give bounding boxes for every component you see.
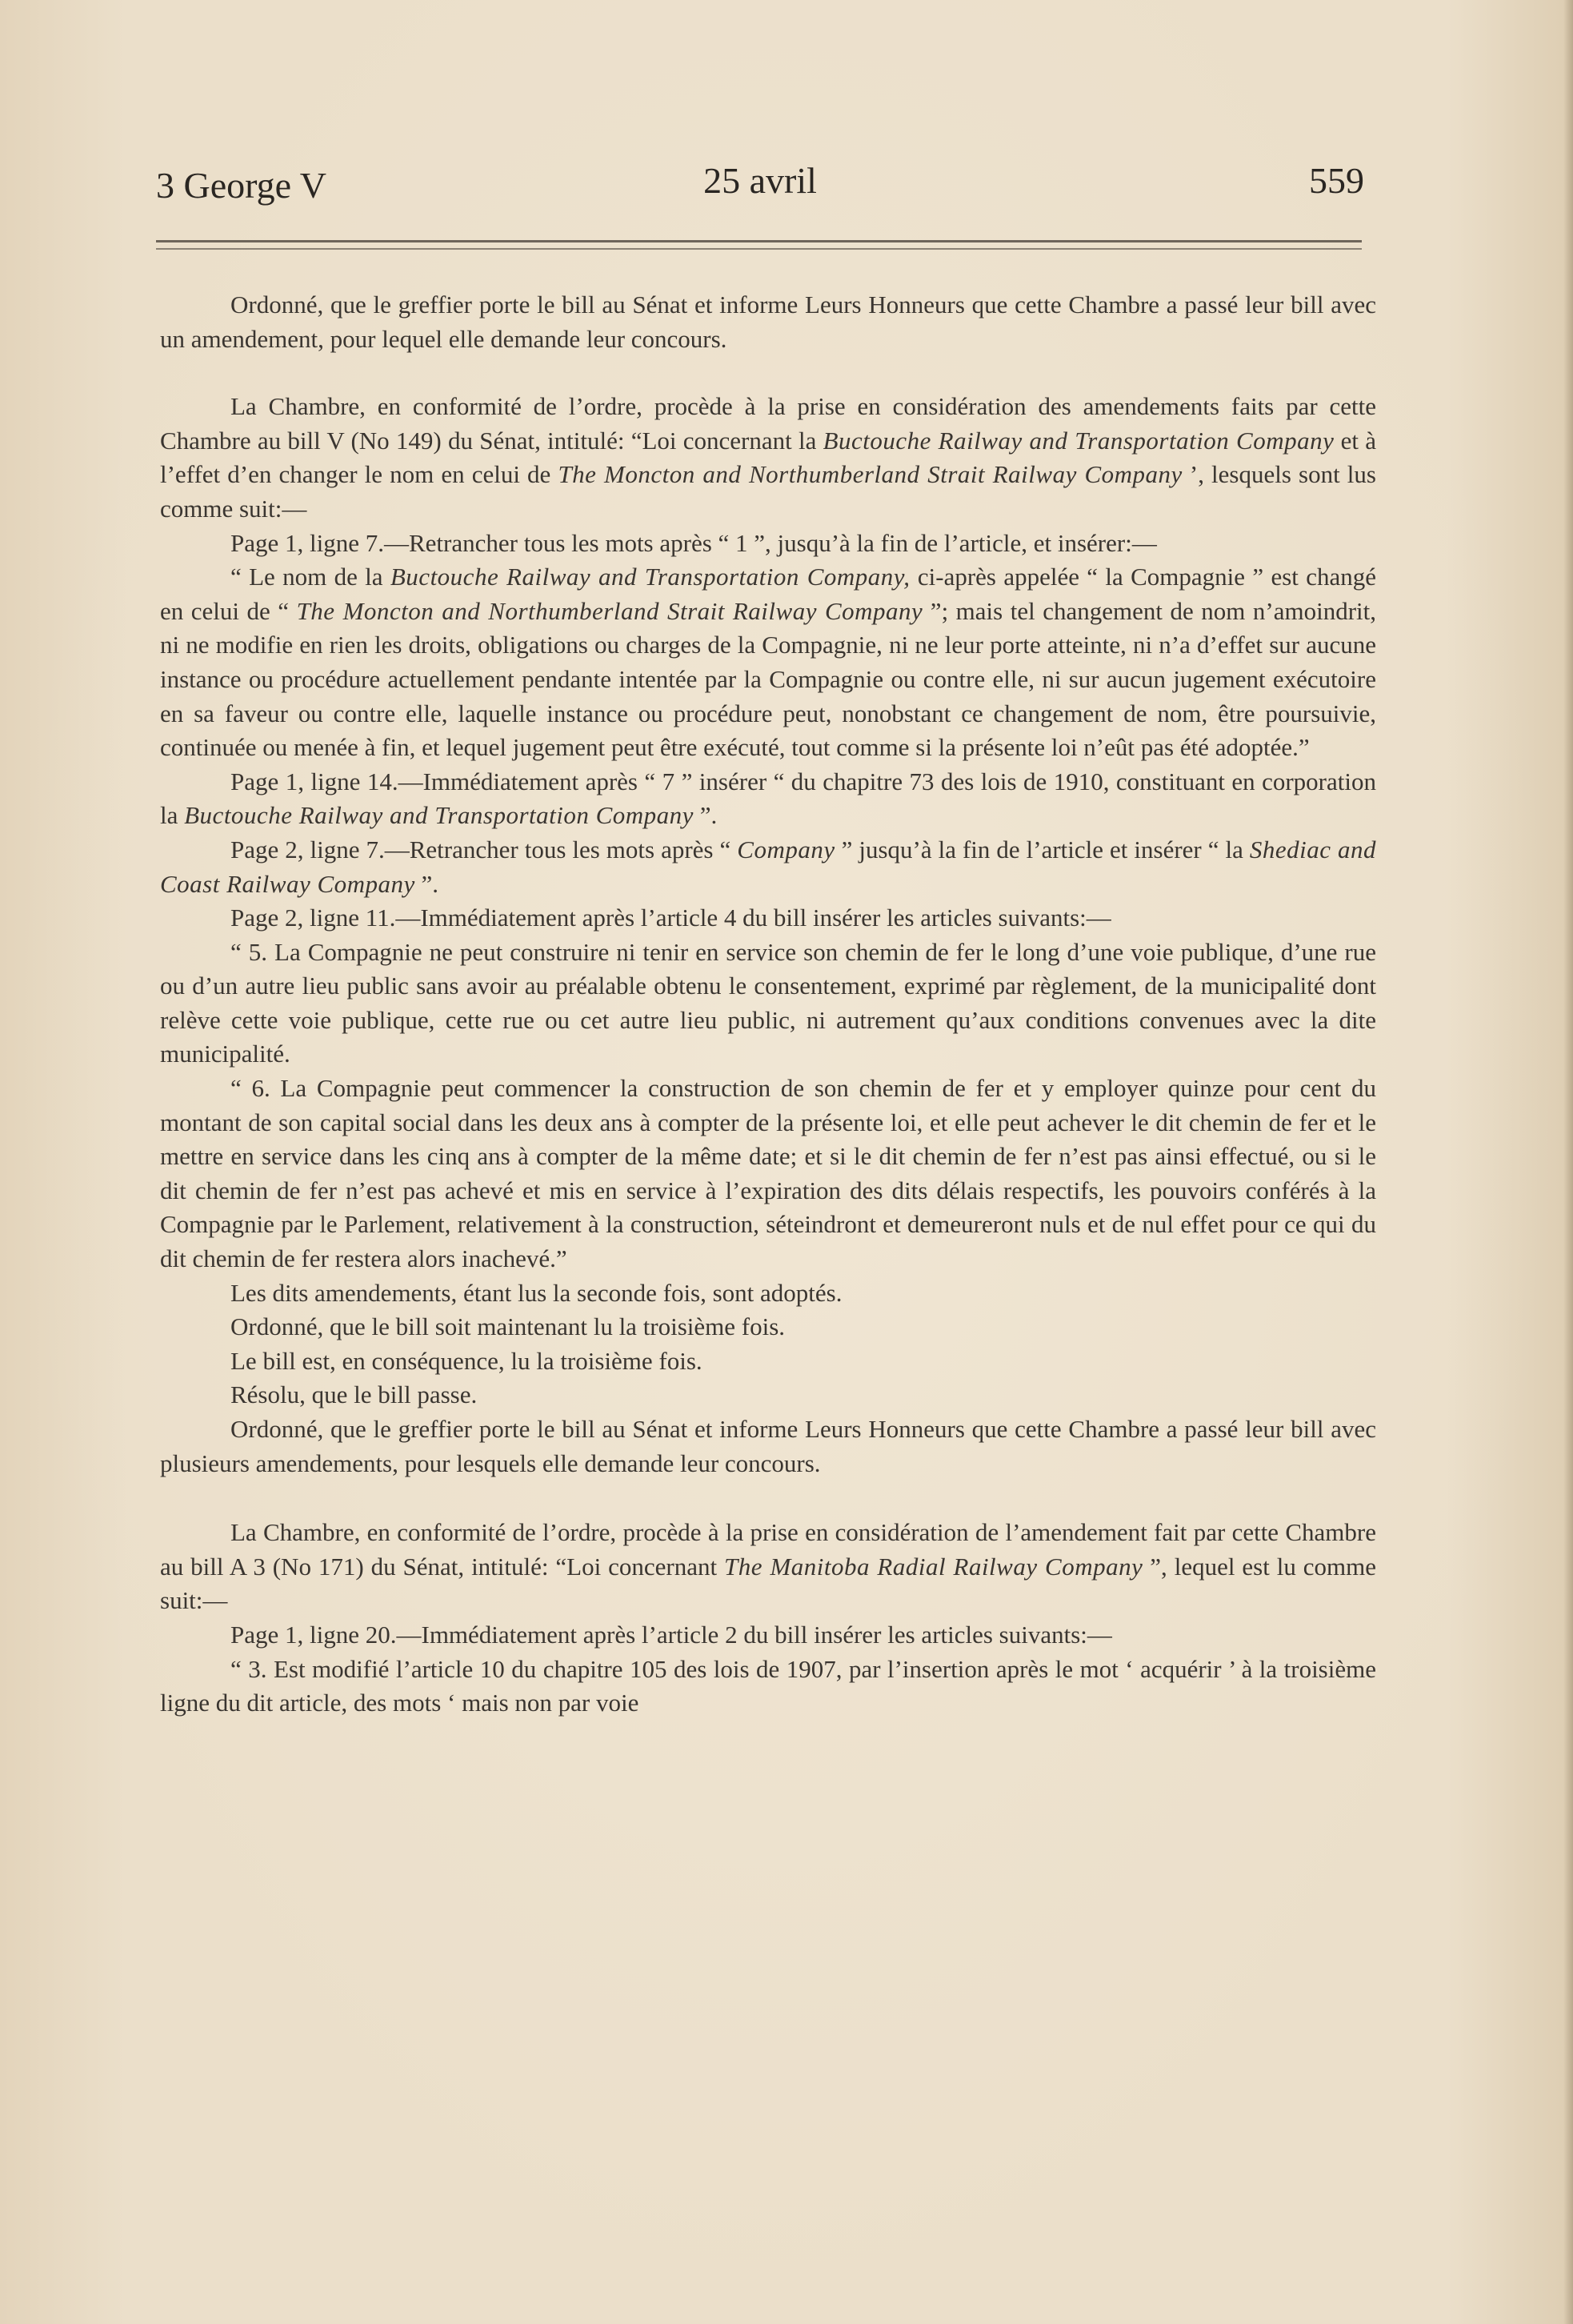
text-run: “ 3. Est modifié l’article 10 du chapitre 105 des lois de 1907, par l’insertion après le mot ‘ acquérir ’ à la troisième ligne du dit article, des mots ‘ mais non par voie (160, 1654, 1376, 1717)
text-run: ”. (693, 801, 718, 830)
header-page-number: 559 (1309, 160, 1364, 201)
paragraph-spacer (160, 356, 1376, 390)
paragraph (160, 560, 1376, 765)
text-run: Résolu, que le bill passe. (230, 1380, 478, 1409)
page-edge-shadow (1563, 0, 1573, 2324)
header-rule-thin (156, 248, 1362, 250)
italic-run: The Moncton and Northumberland Strait Railway Company (558, 460, 1183, 489)
text-run: Ordonné, que le greffier porte le bill au Sénat et informe Leurs Honneurs que cette Chambre a passé leur bill avec plusieurs amendements, pour lesquels elle demande leur concours. (160, 1415, 1376, 1477)
paragraph (160, 1072, 1376, 1276)
paragraph (160, 1378, 1376, 1412)
paragraph (160, 1310, 1376, 1344)
text-run: “ Le nom de la (230, 563, 390, 591)
text-run: et à l’effet d’en changer le nom en celui de (160, 426, 1376, 489)
text-run: ”, lequel est lu comme suit:— (160, 1552, 1376, 1615)
journal-body (160, 288, 1376, 1721)
text-run: ”; mais tel changement de nom n’amoindrit, ni ne modifie en rien les droits, obligations ou charges de la Compagnie, ni ne leur porte atteinte, ni n’a d’effet sur aucune instance ou procédure actuellement pendante intentée par la Compagnie ou contre elle, ni sur aucun jugement exécutoire en sa faveur ou contre elle, laquelle instance ou procédure peut, nonobstant ce changement de nom, être poursuivie, continuée ou menée à fin, et lequel jugement peut être exécuté, tout comme si la présente loi n’eût pas été adoptée.” (160, 596, 1376, 762)
paragraph (160, 936, 1376, 1072)
text-run: ” jusqu’à la fin de l’article et insérer “ la (835, 835, 1250, 863)
text-run: Page 2, ligne 7.—Retrancher tous les mots après “ (230, 835, 738, 863)
header-rule-thick (156, 240, 1362, 242)
text-run: Page 1, ligne 20.—Immédiatement après l’article 2 du bill insérer les articles suivants:— (230, 1620, 1112, 1649)
text-run: Le bill est, en conséquence, lu la troisième fois. (230, 1346, 702, 1375)
text-run: Ordonné, que le bill soit maintenant lu la troisième fois. (230, 1312, 786, 1341)
paragraph (160, 833, 1376, 901)
italic-run: The Moncton and Northumberland Strait Railway Company (296, 596, 923, 625)
text-run: Page 2, ligne 11.—Immédiatement après l’article 4 du bill insérer les articles suivants:— (230, 904, 1111, 932)
italic-run: Shediac and Coast Railway Company (160, 835, 1377, 898)
running-header (156, 160, 1364, 220)
text-run: “ 6. La Compagnie peut commencer la construction de son chemin de fer et y employer quinze pour cent du montant de son capital social dans les deux ans à compter de la présente loi, et elle peut achever le dit chemin de fer et le mettre en service dans les cinq ans à compter de la même date; et si le dit chemin de fer n’est pas ainsi effectué, ou si le dit chemin de fer n’est pas achevé et mis en service à l’expiration des dits délais respectifs, les pouvoirs conférés à la Compagnie par le Parlement, relativement à la construction, séteindront et demeureront nuls et de nul effet pour ce qui du dit chemin de fer restera alors inachevé.” (160, 1074, 1376, 1273)
text-run: Page 1, ligne 14.—Immédiatement après “ 7 ” insérer “ du chapitre 73 des lois de 1910, constituant en corporation la (160, 767, 1376, 830)
text-run: “ 5. La Compagnie ne peut construire ni tenir en service son chemin de fer le long d’une voie publique, d’une rue ou d’un autre lieu public sans avoir au préalable obtenu le consentement, exprimé par règlement, de la municipalité dont relève cette voie publique, cette rue ou cet autre lieu public, ni autrement qu’aux conditions convenues avec la dite municipalité. (160, 937, 1376, 1068)
paragraph (160, 1412, 1376, 1481)
text-run: La Chambre, en conformité de l’ordre, procède à la prise en considération de l’amendement fait par cette Chambre au bill A 3 (No 171) du Sénat, intitulé: “Loi concernant (160, 1518, 1376, 1581)
text-run: ci-après appelée “ la Compagnie ” est changé en celui de “ (160, 563, 1377, 625)
text-run: Page 1, ligne 7.—Retrancher tous les mots après “ 1 ”, jusqu’à la fin de l’article, et insérer:— (230, 528, 1157, 557)
italic-run: Buctouche Railway and Transportation Company (184, 801, 694, 830)
paragraph (160, 527, 1376, 561)
text-run: Ordonné, que le greffier porte le bill au Sénat et informe Leurs Honneurs que cette Chambre a passé leur bill avec un amendement, pour lequel elle demande leur concours. (160, 290, 1376, 353)
paragraph (160, 288, 1376, 356)
paragraph-spacer (160, 1481, 1376, 1516)
text-run: ’, lesquels sont lus comme suit:— (160, 460, 1376, 523)
paragraph (160, 1653, 1376, 1721)
text-run: La Chambre, en conformité de l’ordre, procède à la prise en considération des amendements faits par cette Chambre au bill V (No 149) du Sénat, intitulé: “Loi concernant la (160, 392, 1376, 455)
text-run: Les dits amendements, étant lus la seconde fois, sont adoptés. (230, 1278, 843, 1307)
italic-run: Buctouche Railway and Transportation Company (823, 426, 1335, 455)
italic-run: The Manitoba Radial Railway Company (724, 1552, 1143, 1581)
text-run: ”. (414, 869, 439, 898)
paragraph (160, 1516, 1376, 1618)
header-date: 25 avril (703, 160, 817, 201)
italic-run: Buctouche Railway and Transportation Company, (390, 563, 911, 591)
italic-run: Company (737, 835, 835, 863)
paragraph (160, 1618, 1376, 1653)
paragraph (160, 390, 1376, 526)
paragraph (160, 765, 1376, 833)
paragraph (160, 1276, 1376, 1311)
paragraph (160, 1344, 1376, 1379)
paragraph (160, 901, 1376, 936)
header-regnal-year: 3 George V (156, 165, 326, 206)
